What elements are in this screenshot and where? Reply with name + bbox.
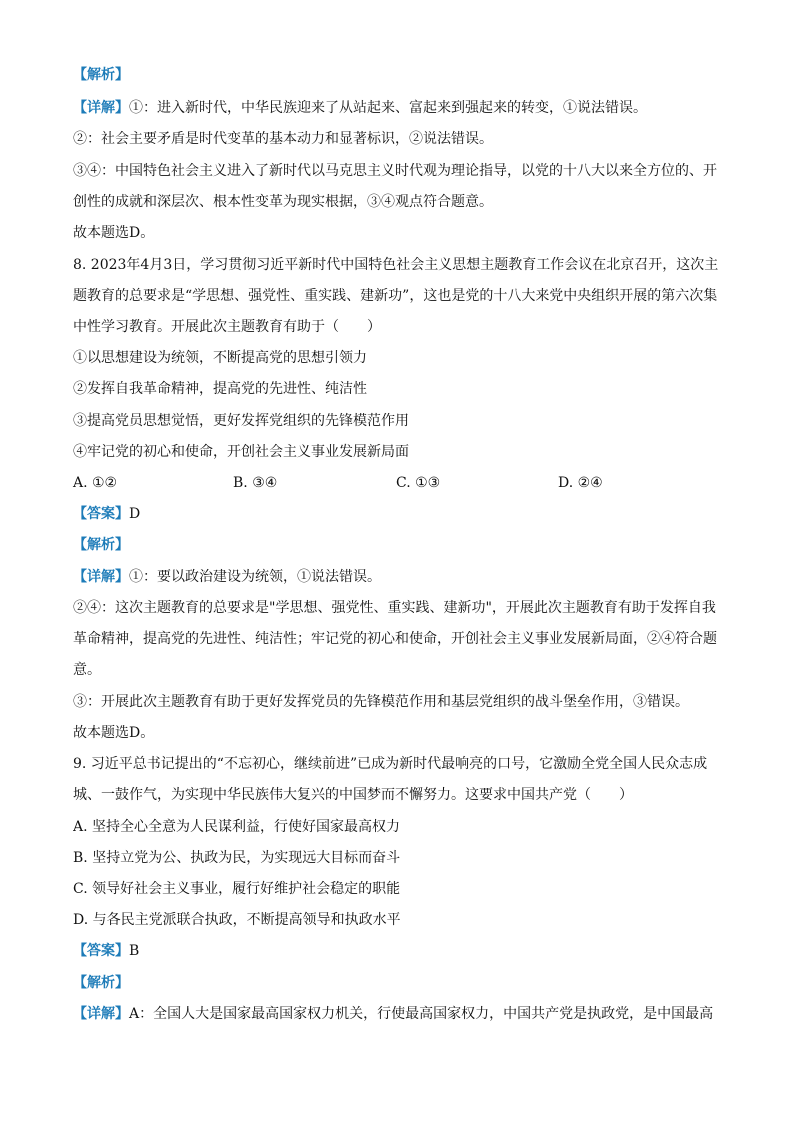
option-b: B. 坚持立党为公、执政为民，为实现远大目标而奋斗 xyxy=(73,850,401,866)
option-c: C. 领导好社会主义事业，履行好维护社会稳定的职能 xyxy=(73,881,401,897)
detail-line: ③：开展此次主题教育有助于更好发挥党员的先锋模范作用和基层党组织的战斗堡垒作用，③错误。 xyxy=(73,694,689,710)
option-d: D. 与各民主党派联合执政，不断提高领导和执政水平 xyxy=(73,912,401,928)
detail-label: 【详解】 xyxy=(73,569,129,585)
detail-line xyxy=(73,1004,723,1024)
detail-line: 创性的成就和深层次、根本性变革为现实根据，③④观点符合题意。 xyxy=(73,194,493,210)
statement-item: ②发挥自我革命精神，提高党的先进性、纯洁性 xyxy=(73,381,367,397)
question-stem: 城、一鼓作气，为实现中华民族伟大复兴的中国梦而不懈努力。这要求中国共产党（ ） xyxy=(73,787,633,803)
answer-value: B xyxy=(129,943,140,959)
answer-value: D xyxy=(129,506,141,522)
analysis-heading: 【解析】 xyxy=(73,537,129,553)
question-stem: 8. 2023年4月3日，学习贯彻习近平新时代中国特色社会主义思想主题教育工作会议在北京召开，这次主 xyxy=(73,257,719,273)
detail-text: ①：要以政治建设为统领，①说法错误。 xyxy=(129,569,381,585)
question-stem: 题教育的总要求是“学思想、强党性、重实践、建新功”，这也是党的十八大来党中央组织开展的第六次集 xyxy=(73,288,718,304)
detail-line xyxy=(73,98,723,118)
option-a: A. ①② xyxy=(73,475,118,491)
detail-label: 【详解】 xyxy=(73,1006,129,1022)
detail-text: A：全国人大是国家最高国家权力机关，行使最高国家权力，中国共产党是执政党，是中国最高 xyxy=(129,1006,714,1022)
question-stem: 9. 习近平总书记提出的“不忘初心，继续前进”已成为新时代最响亮的口号，它激励全党全国人民众志成 xyxy=(73,756,708,772)
answer-line xyxy=(73,504,723,524)
answer-line xyxy=(73,941,723,961)
detail-line: ②④：这次主题教育的总要求是"学思想、强党性、重实践、建新功"，开展此次主题教育有助于发挥自我 xyxy=(73,600,716,616)
analysis-heading: 【解析】 xyxy=(73,975,129,991)
conclusion-line: 故本题选D。 xyxy=(73,725,155,741)
question-stem: 中性学习教育。开展此次主题教育有助于（ ） xyxy=(73,319,381,335)
detail-line xyxy=(73,567,723,587)
detail-line: ③④：中国特色社会主义进入了新时代以马克思主义时代观为理论指导，以党的十八大以来全方位的、开 xyxy=(73,163,717,179)
option-b: B. ③④ xyxy=(233,475,278,491)
statement-item: ④牢记党的初心和使命，开创社会主义事业发展新局面 xyxy=(73,444,409,460)
option-c: C. ①③ xyxy=(396,475,441,491)
statement-item: ①以思想建设为统领，不断提高党的思想引领力 xyxy=(73,350,367,366)
detail-line: 意。 xyxy=(73,662,101,678)
detail-label: 【详解】 xyxy=(73,100,129,116)
analysis-heading: 【解析】 xyxy=(73,67,129,83)
option-d: D. ②④ xyxy=(558,475,603,491)
answer-label: 【答案】 xyxy=(73,943,129,959)
detail-line: ②：社会主要矛盾是时代变革的基本动力和显著标识，②说法错误。 xyxy=(73,131,493,147)
detail-line: 革命精神，提高党的先进性、纯洁性；牢记党的初心和使命，开创社会主义事业发展新局面，②④符合题 xyxy=(73,631,717,647)
conclusion-line: 故本题选D。 xyxy=(73,225,155,241)
statement-item: ③提高党员思想觉悟，更好发挥党组织的先锋模范作用 xyxy=(73,413,409,429)
answer-label: 【答案】 xyxy=(73,506,129,522)
detail-text: ①：进入新时代，中华民族迎来了从站起来、富起来到强起来的转变，①说法错误。 xyxy=(129,100,647,116)
option-a: A. 坚持全心全意为人民谋利益，行使好国家最高权力 xyxy=(73,819,401,835)
